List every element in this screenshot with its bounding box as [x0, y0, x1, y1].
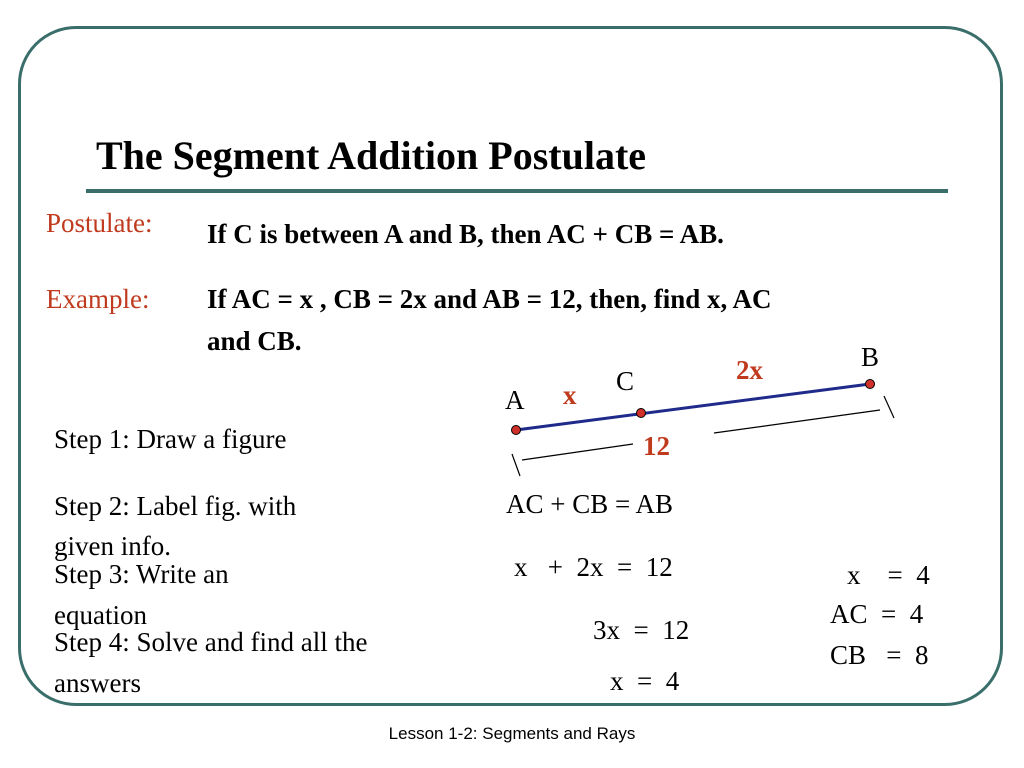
slide-footer: Lesson 1-2: Segments and Rays: [388, 724, 636, 743]
step-4-line2: answers: [54, 668, 141, 698]
point-a-label: A: [505, 385, 525, 415]
equation-3: 3x = 12: [593, 615, 690, 645]
postulate-label: Postulate:: [46, 208, 153, 238]
measure-line-left: [522, 444, 633, 460]
postulate-text: If C is between A and B, then AC + CB = AB.: [207, 219, 724, 249]
slide-title: The Segment Addition Postulate: [96, 133, 647, 178]
step-2-line2: given info.: [54, 531, 171, 561]
answer-cb: CB = 8: [830, 640, 929, 670]
answer-ac: AC = 4: [830, 599, 924, 629]
example-text-line1: If AC = x , CB = 2x and AB = 12, then, find x, AC: [207, 284, 772, 314]
measure-tick-right: [884, 396, 894, 418]
measure-line-right: [714, 410, 880, 433]
step-2-line1: Step 2: Label fig. with: [54, 491, 297, 521]
point-a-dot: [512, 426, 521, 435]
example-label: Example:: [46, 284, 150, 314]
step-3-line2: equation: [54, 600, 147, 630]
cb-length-label: 2x: [736, 355, 763, 385]
answer-x: x = 4: [847, 560, 930, 590]
measure-tick-left: [512, 454, 520, 476]
point-c-label: C: [616, 366, 635, 396]
step-3-line1: Step 3: Write an: [54, 559, 229, 589]
equation-2: x + 2x = 12: [514, 552, 673, 582]
equation-4: x = 4: [610, 666, 680, 696]
step-4-line1: Step 4: Solve and find all the: [54, 627, 368, 657]
step-1: Step 1: Draw a figure: [54, 424, 287, 454]
point-b-dot: [866, 380, 875, 389]
ac-length-label: x: [563, 380, 577, 410]
ab-length-label: 12: [643, 431, 670, 461]
point-b-label: B: [861, 342, 880, 372]
point-c-dot: [637, 409, 646, 418]
example-text-line2: and CB.: [207, 326, 302, 356]
equation-1: AC + CB = AB: [506, 489, 673, 519]
